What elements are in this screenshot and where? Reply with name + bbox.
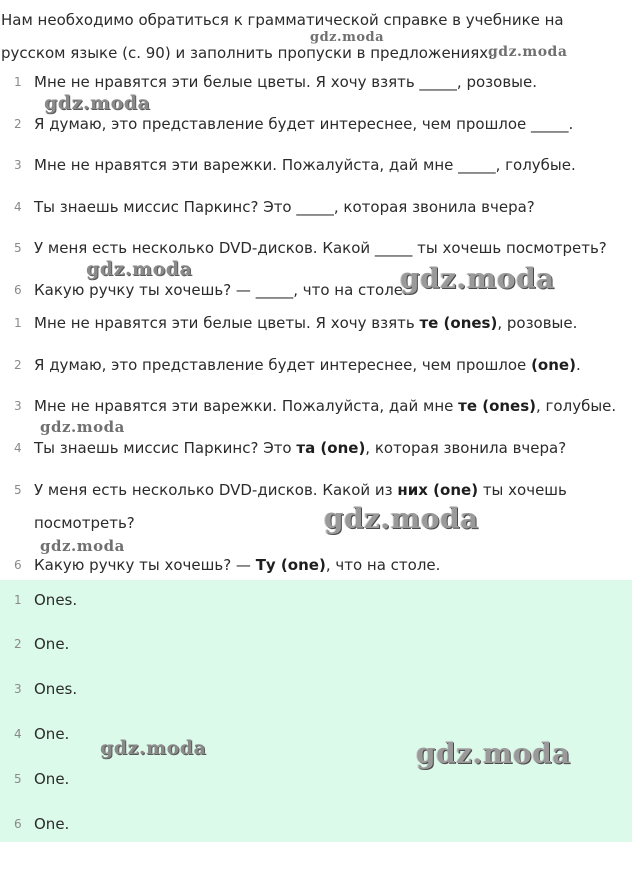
- exercise-item: [0, 195, 632, 219]
- item-text: Я думаю, это представление будет интереснее, чем прошлое (one).: [34, 356, 581, 374]
- watermark: gdz.moda: [86, 258, 193, 280]
- item-number: 4: [14, 727, 22, 741]
- answer-highlight: те (ones): [419, 314, 498, 332]
- item-number: 2: [14, 637, 22, 651]
- item-number: 3: [14, 158, 22, 172]
- item-number: 5: [14, 772, 22, 786]
- watermark: gdz.moda: [324, 502, 479, 535]
- item-text: Ты знаешь миссис Паркинс? Это та (one), которая звонила вчера?: [34, 439, 567, 457]
- item-number: 2: [14, 358, 22, 372]
- exercise-item: [0, 236, 632, 260]
- answer-text: One.: [34, 725, 70, 743]
- answer-text: Ones.: [34, 591, 78, 609]
- translation-item: [0, 553, 632, 577]
- answer-text: One.: [34, 815, 70, 833]
- answer-highlight: них (one): [397, 481, 479, 499]
- item-number: 4: [14, 441, 22, 455]
- instruction-text: Нам необходимо обратиться к грамматической справке в учебнике на русском языке (с. 90) и заполнить пропуски в предложениях.: [1, 11, 564, 62]
- answer-text: Ones.: [34, 680, 78, 698]
- answers-panel: [0, 580, 632, 842]
- answer-highlight: та (one): [296, 439, 366, 457]
- item-text: Какую ручку ты хочешь? — _____, что на столе.: [34, 281, 408, 299]
- watermark: gdz.moda: [488, 44, 568, 60]
- item-text: посмотреть?: [34, 514, 135, 532]
- answer-item: [0, 588, 632, 612]
- item-number: 4: [14, 200, 22, 214]
- watermark: gdz.moda: [310, 30, 385, 45]
- item-number: 1: [14, 593, 22, 607]
- item-number: 5: [14, 241, 22, 255]
- item-text: Мне не нравятся эти варежки. Пожалуйста, дай мне те (ones), голубые.: [34, 397, 617, 415]
- item-text: У меня есть несколько DVD-дисков. Какой из них (one) ты хочешь: [34, 481, 567, 499]
- answer-text: One.: [34, 770, 70, 788]
- item-text: Мне не нравятся эти белые цветы. Я хочу взять _____, розовые.: [34, 73, 538, 91]
- exercise-item: [0, 70, 632, 94]
- item-text: Какую ручку ты хочешь? — Ту (one), что на столе.: [34, 556, 441, 574]
- item-text: Ты знаешь миссис Паркинс? Это _____, которая звонила вчера?: [34, 198, 535, 216]
- translation-item: [0, 394, 632, 418]
- answer-item: [0, 767, 632, 791]
- answer-text: One.: [34, 635, 70, 653]
- watermark: gdz.moda: [400, 262, 555, 295]
- watermark: gdz.moda: [100, 737, 207, 759]
- item-number: 5: [14, 483, 22, 497]
- item-number: 1: [14, 75, 22, 89]
- answer-item: [0, 812, 632, 836]
- exercise-item: [0, 112, 632, 136]
- translation-continuation: [0, 511, 632, 535]
- item-text: Мне не нравятся эти варежки. Пожалуйста, дай мне _____, голубые.: [34, 156, 576, 174]
- translation-item: [0, 478, 632, 502]
- item-text: Мне не нравятся эти белые цветы. Я хочу взять те (ones), розовые.: [34, 314, 578, 332]
- item-number: 6: [14, 558, 22, 572]
- watermark: gdz.moda: [40, 537, 125, 555]
- translation-item: [0, 436, 632, 460]
- answer-item: [0, 677, 632, 701]
- item-number: 6: [14, 283, 22, 297]
- item-number: 6: [14, 817, 22, 831]
- answer-highlight: те (ones): [458, 397, 537, 415]
- item-number: 2: [14, 117, 22, 131]
- answer-item: [0, 632, 632, 656]
- item-text: Я думаю, это представление будет интереснее, чем прошлое _____.: [34, 115, 574, 133]
- answer-highlight: (one): [531, 356, 576, 374]
- watermark: gdz.moda: [44, 92, 151, 114]
- translation-item: [0, 311, 632, 335]
- watermark: gdz.moda: [416, 737, 571, 770]
- exercise-item: [0, 153, 632, 177]
- item-number: 1: [14, 316, 22, 330]
- answer-highlight: Ту (one): [255, 556, 326, 574]
- item-number: 3: [14, 682, 22, 696]
- item-number: 3: [14, 399, 22, 413]
- translation-item: [0, 353, 632, 377]
- watermark: gdz.moda: [40, 418, 125, 436]
- item-text: У меня есть несколько DVD-дисков. Какой _____ ты хочешь посмотреть?: [34, 239, 607, 257]
